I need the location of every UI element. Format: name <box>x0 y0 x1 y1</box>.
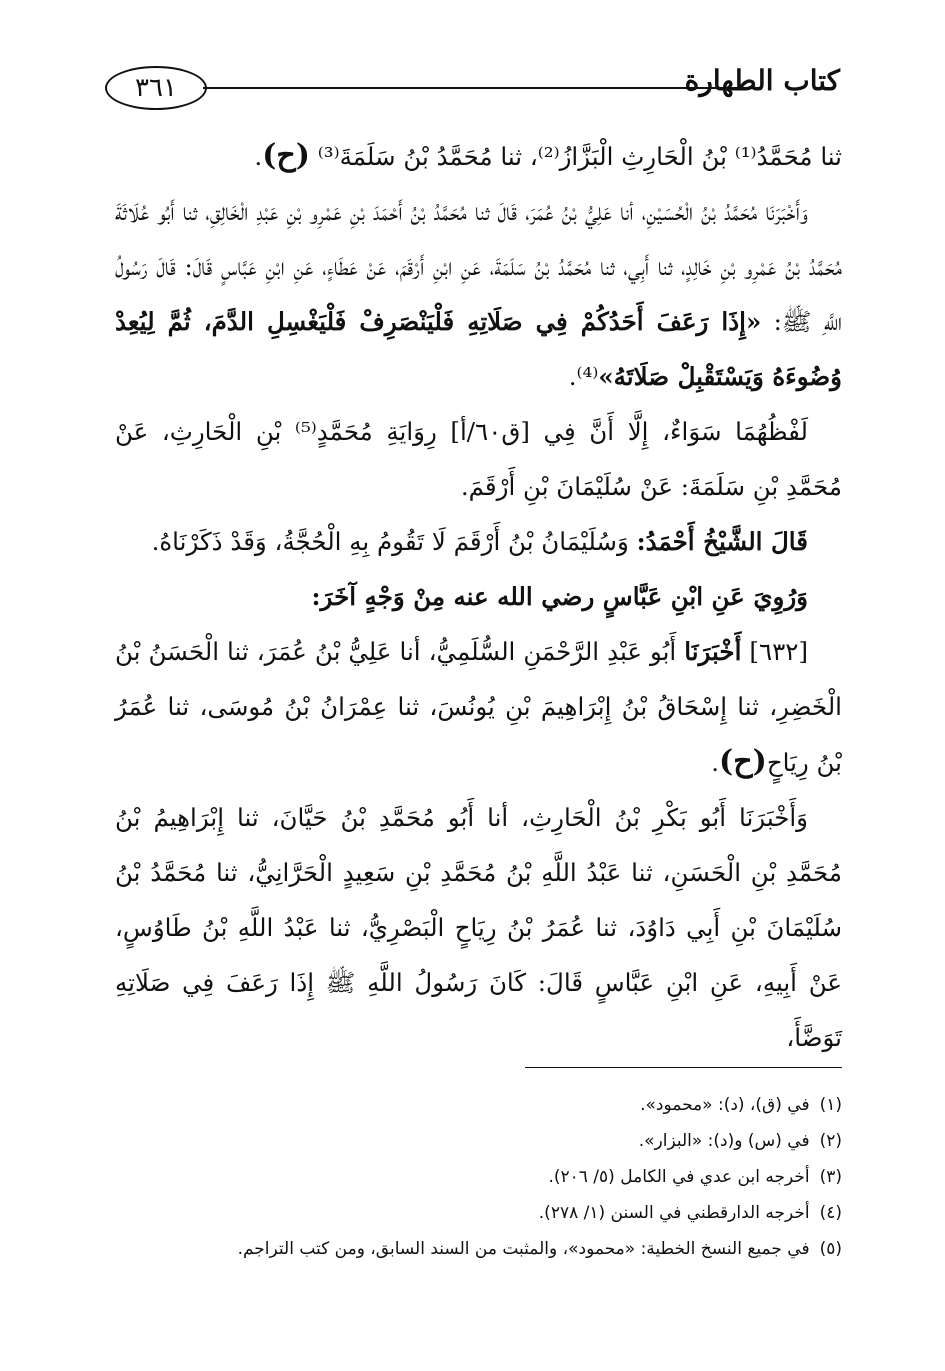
footnote <box>115 1087 842 1123</box>
chapter-title: كتاب الطهارة <box>684 64 840 97</box>
paragraph <box>115 790 842 1065</box>
isnad-text: وَأَخْبَرَنَا مُحَمَّدُ بْنُ الْحُسَيْنِ، أنا عَلِيُّ بْنُ عُمَرَ، قَالَ ثنا مُحَمَّدُ بْنُ أَحْمَدَ بْنِ عَمْرِو بْنِ عَبْدِ الْخَالِقِ، ثنا أَبُو عُلَاثَةَ مُحَمَّدُ بْنُ عَمْرِو بْنِ خَالِدٍ، ثنا أَبِي، ثنا مُحَمَّدُ بْنُ سَلَمَةَ، عَنِ ابْنِ أَرْقَمَ، عَنْ عَطَاءٍ، عَنِ ابْنِ عَبَّاسٍ قَالَ: قَالَ رَسُولُ اللَّهِ ﷺ: <box>115 197 842 336</box>
footnote-text: في جميع النسخ الخطية: «محمود»، والمثبت من السند السابق، ومن كتب التراجم. <box>237 1239 810 1259</box>
footnote-text: في (ق)، (د): «محمود». <box>640 1095 810 1115</box>
isnad-text: وَأَخْبَرَنَا أَبُو بَكْرِ بْنُ الْحَارِثِ، أنا أَبُو مُحَمَّدِ بْنُ حَيَّانَ، ثنا إِبْرَاهِيمُ بْنُ مُحَمَّدِ بْنِ الْحَسَنِ، ثنا عَبْدُ اللَّهِ بْنُ مُحَمَّدِ بْنِ سَعِيدٍ الْحَرَّانِيُّ، ثنا مُحَمَّدُ بْنُ سُلَيْمَانَ بْنِ أَبِي دَاوُدَ، ثنا عُمَرُ بْنُ رِيَاحٍ الْبَصْرِيُّ، ثنا عَبْدُ اللَّهِ بْنُ طَاوُسٍ، عَنْ أَبِيهِ، عَنِ ابْنِ عَبَّاسٍ قَالَ: كَانَ رَسُولُ اللَّهِ ﷺ إِذَا رَعَفَ فِي صَلَاتِهِ تَوَضَّأَ، <box>115 803 842 1052</box>
paragraph <box>115 184 842 404</box>
footnote <box>115 1159 842 1195</box>
paragraph: ثنا مُحَمَّدُ⁽¹⁾ بْنُ الْحَارِثِ الْبَزَّازُ⁽²⁾، ثنا مُحَمَّدُ بْنُ سَلَمَةَ⁽³⁾ (ح). <box>254 138 842 173</box>
hadith-number: [٦٣٢] <box>749 637 808 666</box>
page-header <box>105 62 840 114</box>
footnote-text: في (س) و(د): «البزار». <box>638 1131 810 1151</box>
footnote-ref: ⁽⁴⁾. <box>568 362 599 391</box>
footnote-number: (٤) <box>819 1203 842 1223</box>
sheikh-label: قَالَ الشَّيْخُ أَحْمَدُ: <box>636 527 808 556</box>
footnote <box>115 1231 842 1267</box>
paragraph <box>115 514 842 569</box>
hadith-text: «إِذَا رَعَفَ أَحَدُكُمْ فِي صَلَاتِهِ فَلْيَنْصَرِفْ فَلْيَغْسِلِ الدَّمَ، ثُمَّ لِيُعِدْ وُضُوءَهُ وَيَسْتَقْبِلْ صَلَاتَهُ» <box>115 307 842 391</box>
paragraph <box>115 404 842 514</box>
page-number: ٣٦١ <box>105 66 207 110</box>
isnad-text: ثنا مُحَمَّدُ⁽¹⁾ بْنُ الْحَارِثِ الْبَزَّازُ⁽²⁾، ثنا مُحَمَّدُ بْنُ سَلَمَةَ⁽³⁾ <box>317 142 842 171</box>
footnote-number: (١) <box>819 1095 842 1115</box>
akhbarana-label: أَخْبَرَنَا <box>684 637 742 666</box>
footnote-number: (٢) <box>819 1131 842 1151</box>
footnote-text: أخرجه ابن عدي في الكامل (٥/ ٢٠٦). <box>548 1167 810 1187</box>
footnote-number: (٣) <box>819 1167 842 1187</box>
paragraph: [٦٣٢] أَخْبَرَنَا أَبُو عَبْدِ الرَّحْمَنِ السُّلَمِيُّ، أنا عَلِيُّ بْنُ عُمَرَ، ثنا الْحَسَنُ بْنُ الْخَضِرِ، ثنا إِسْحَاقُ بْنُ إِبْرَاهِيمَ بْنِ يُونُسَ، ثنا عِمْرَانُ بْنُ مُوسَى، ثنا عُمَرُ بْنُ رِيَاحٍ(ح). <box>115 637 842 779</box>
comment-text: لَفْظُهُمَا سَوَاءٌ، إِلَّا أَنَّ فِي [ق٦٠/أ] رِوَايَةِ مُحَمَّدٍ⁽⁵⁾ بْنِ الْحَارِثِ، عَنْ مُحَمَّدِ بْنِ سَلَمَةَ: عَنْ سُلَيْمَانَ بْنِ أَرْقَمَ. <box>115 417 842 501</box>
footnotes <box>115 1087 842 1267</box>
footnote-separator <box>525 1067 842 1068</box>
ha-symbol: (ح) <box>262 138 310 173</box>
section-heading: وَرُوِيَ عَنِ ابْنِ عَبَّاسٍ رضي الله عنه مِنْ وَجْهٍ آخَرَ: <box>311 582 808 611</box>
footnote-text: أخرجه الدارقطني في السنن (١/ ٢٧٨). <box>538 1203 810 1223</box>
footnote-number: (٥) <box>819 1239 842 1259</box>
comment-text: وَسُلَيْمَانُ بْنُ أَرْقَمَ لَا تَقُومُ بِهِ الْحُجَّةُ، وَقَدْ ذَكَرْنَاهُ. <box>151 527 629 556</box>
footnote <box>115 1195 842 1231</box>
ha-symbol: (ح) <box>719 744 767 779</box>
header-rule <box>203 87 722 89</box>
isnad-text: أَبُو عَبْدِ الرَّحْمَنِ السُّلَمِيُّ، أنا عَلِيُّ بْنُ عُمَرَ، ثنا الْحَسَنُ بْنُ الْخَضِرِ، ثنا إِسْحَاقُ بْنُ إِبْرَاهِيمَ بْنِ يُونُسَ، ثنا عِمْرَانُ بْنُ مُوسَى، ثنا عُمَرُ بْنُ رِيَاحٍ <box>115 637 842 777</box>
main-text <box>115 128 842 1065</box>
footnote <box>115 1123 842 1159</box>
